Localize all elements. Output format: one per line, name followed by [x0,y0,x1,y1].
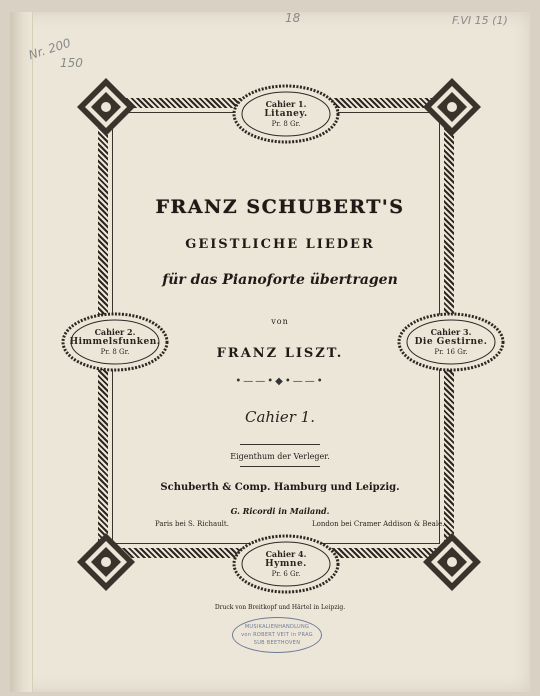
ownership-notice: Eigenthum der Verleger. [230,452,330,461]
pencil-mark-secondary: 150 [60,56,83,70]
ricordi-line: G. Ricordi in Mailand. [230,506,330,516]
medallion-title: Himmelsfunken. [69,337,161,347]
handwritten-cahier-number: Cahier 1. [244,408,315,426]
dealer-stamp [232,617,322,653]
corner-ornament-icon [421,76,483,138]
medallion-cahier-label: Cahier 2. [94,327,136,337]
pencil-mark-number: 18 [285,11,301,25]
paris-agent: Paris bei S. Richault. [155,520,229,528]
stamp-line: SUB BEETHOVEN [253,640,301,646]
medallion-title: Litaney. [264,109,308,119]
medallion-price: Pr. 8 Gr. [100,348,130,356]
medallion-title: Hymne. [265,559,307,569]
divider-rule [240,444,320,445]
medallion-price: Pr. 8 Gr. [271,120,301,128]
printer-line: Druck von Breitkopf und Härtel in Leipzig. [214,604,346,611]
medallion-title: Die Gestirne. [414,337,488,347]
pencil-mark-price: Nr. 200 [26,35,73,63]
publisher-line: Schuberth & Comp. Hamburg und Leipzig. [160,482,400,493]
medallion-cahier-label: Cahier 3. [430,327,472,337]
medallion-price: Pr. 16 Gr. [434,348,468,356]
arranger-name: FRANZ LISZT. [216,346,344,361]
london-agent: London bei Cramer Addison & Beale. [312,520,445,528]
work-subtitle: für das Pianoforte übertragen [162,272,398,288]
stamp-line: MUSIKALIENHANDLUNG [244,624,310,630]
work-title: GEISTLICHE LIEDER [185,237,375,252]
medallion-cahier-label: Cahier 1. [265,99,307,109]
pencil-mark-shelfmark: F.VI 15 (1) [452,14,508,27]
medallion-price: Pr. 6 Gr. [271,570,301,578]
medallion-cahier-4 [231,534,341,594]
corner-ornament-icon [75,76,137,138]
medallion-cahier-label: Cahier 4. [265,549,307,559]
divider-rule [240,466,320,467]
corner-ornament-icon [75,531,137,593]
corner-ornament-icon [421,531,483,593]
von-label: von [271,317,289,326]
medallion-cahier-1 [231,84,341,144]
ornament-divider: •——•◆•——• [235,376,325,387]
stamp-line: von ROBERT VEIT in PRAG [241,632,313,638]
composer-title: FRANZ SCHUBERT'S [155,196,405,218]
binding-spine [10,12,33,692]
